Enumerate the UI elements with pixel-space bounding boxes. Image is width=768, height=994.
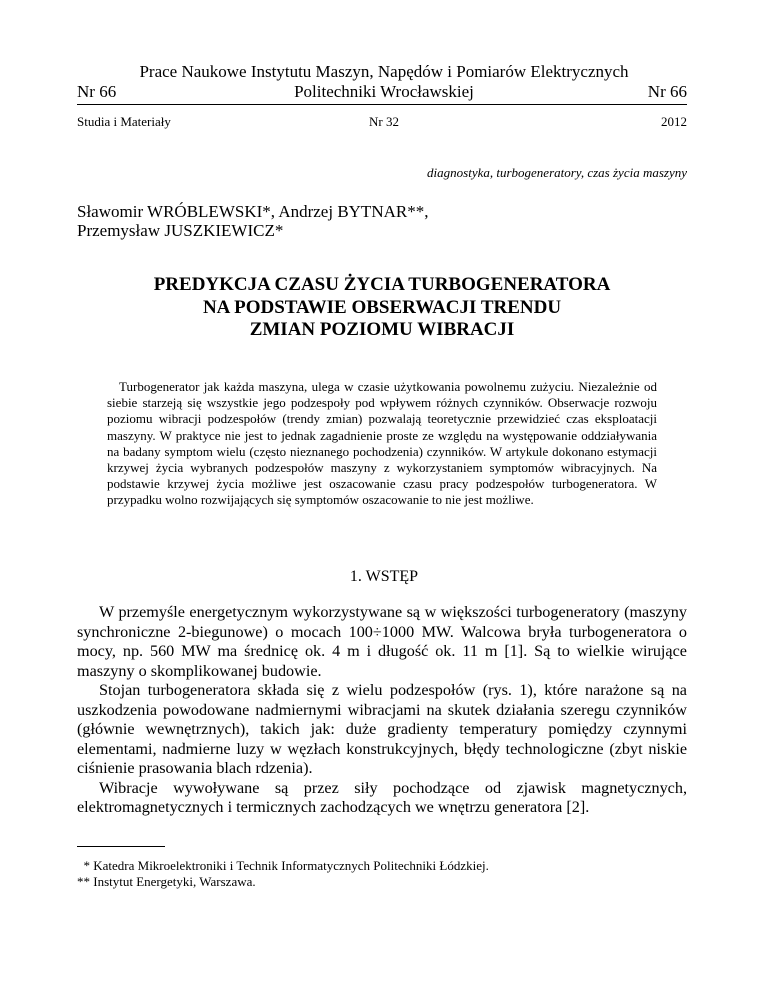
authors-line: Sławomir WRÓBLEWSKI*, Andrzej BYTNAR**,: [77, 202, 429, 221]
footnote-rule: [77, 846, 165, 847]
keywords: diagnostyka, turbogeneratory, czas życia maszyny: [427, 165, 687, 180]
header-rule: [77, 104, 687, 105]
paper-title: [77, 274, 687, 342]
footnote: ** Instytut Energetyki, Warszawa.: [77, 874, 256, 889]
title-line: ZMIAN POZIOMU WIBRACJI: [249, 319, 515, 340]
title-line: PREDYKCJA CZASU ŻYCIA TURBOGENERATORA: [153, 274, 611, 295]
issue-number-left: Nr 66: [77, 82, 117, 101]
authors: [77, 202, 428, 240]
publication-year: 2012: [661, 114, 687, 129]
authors-line: Przemysław JUSZKIEWICZ*: [77, 221, 284, 240]
body-text: [77, 603, 687, 818]
body-paragraph: Stojan turbogeneratora składa się z wielu podzespołów (rys. 1), które narażone są na uszkodzenia powodowane nadmiernymi wibracjami na skutek działania szeregu czynników (głównie wewnętrznych), takich jak: duże gradienty temperatury pomiędzy czynnymi elementami, nadmierne luzy w węzłach konstrukcyjnych, błędy technologiczne (zbyt niskie ciśnienie prasowania blach rdzenia).: [77, 681, 687, 777]
body-paragraph: W przemyśle energetycznym wykorzystywane są w większości turbogeneratory (maszyny synchroniczne 2-biegunowe) o mocach 100÷1000 MW. Walcowa bryła turbogeneratora o mocy, np. 560 MW ma średnicę ok. 4 m i długość ok. 11 m [1]. Są to wielkie wirujące maszyny o skomplikowanej budowie.: [77, 603, 687, 680]
section-heading: 1. WSTĘP: [349, 568, 419, 585]
issue-number-right: Nr 66: [647, 82, 687, 101]
abstract-text: Turbogenerator jak każda maszyna, ulega w czasie użytkowania powolnemu zużyciu. Niezależnie od siebie starzeją się wszystkie jego podzespoły pod wpływem różnych czynników. Obserwacje rozwoju poziomu wibracji podzespołów (trendy zmian) pozwalają teoretycznie przewidzieć czas eksploatacji maszyny. W praktyce nie jest to jednak zagadnienie proste ze względu na występowanie oddziaływania na badany symptom wielu (często nieznanego pochodzenia) czynników. W artykule dokonano estymacji krzywej życia wybranych podzespołów maszyny z wykorzystaniem symptomów wibracyjnych. Na podstawie krzywej życia możliwe jest oszacowanie czasu pracy podzespołów turbogeneratora. W przypadku wolno rozwijających się symptomów oszacowanie to nie jest możliwe.: [107, 379, 657, 508]
abstract: [107, 379, 657, 509]
series-issue: Nr 32: [369, 114, 399, 129]
journal-title-line2: Politechniki Wrocławskiej: [294, 82, 474, 101]
series-label: Studia i Materiały: [77, 114, 171, 129]
footnote: * Katedra Mikroelektroniki i Technik Informatycznych Politechniki Łódzkiej.: [77, 858, 489, 873]
journal-title-line1: Prace Naukowe Instytutu Maszyn, Napędów i Pomiarów Elektrycznych: [139, 62, 629, 81]
footnotes: [77, 858, 489, 890]
title-line: NA PODSTAWIE OBSERWACJI TRENDU: [202, 296, 562, 318]
body-paragraph: Wibracje wywoływane są przez siły pochodzące od zjawisk magnetycznych, elektromagnetycznych i termicznych zachodzących we wnętrzu generatora [2].: [77, 778, 687, 816]
